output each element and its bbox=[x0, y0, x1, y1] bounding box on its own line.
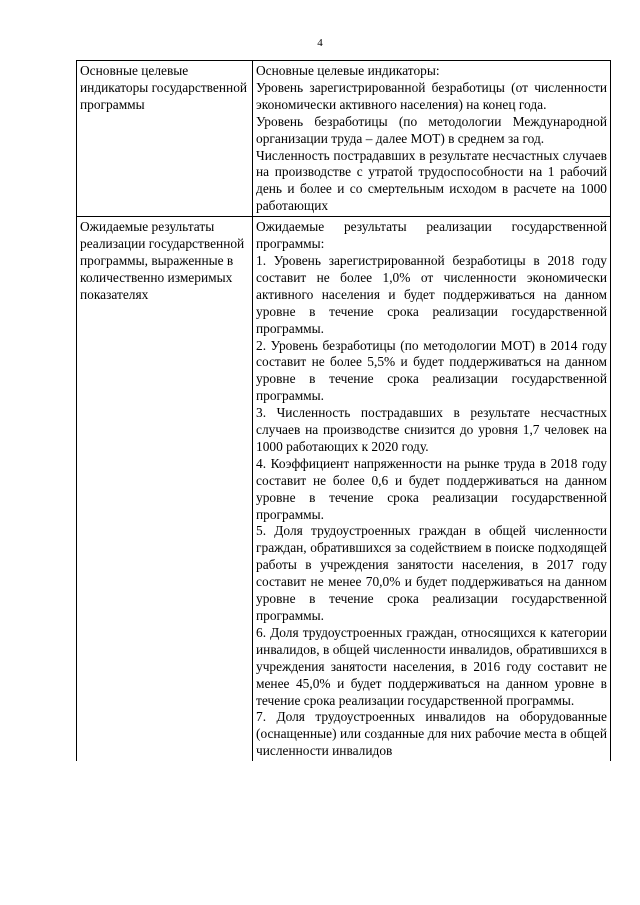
row-label-expected-results: Ожидаемые результаты реализации государственной программы, выраженные в количественно измеримых показателях bbox=[77, 217, 253, 762]
result-item-2: 2. Уровень безработицы (по методологии МОТ) в 2014 году составит не более 5,5% и будет поддерживаться на данном уровне в течение срока реализации государственной программы. bbox=[256, 337, 607, 404]
program-passport-table bbox=[76, 60, 611, 761]
result-item-5: 5. Доля трудоустроенных граждан в общей численности граждан, обратившихся за содействием в поиске подходящей работы в учреждения занятости населения, в 2017 году составит не менее 70,0% и будет поддерживаться на данном уровне в течение срока реализации государственной программы. bbox=[256, 523, 607, 623]
table-row-expected-results bbox=[77, 217, 611, 762]
results-heading: Ожидаемые результаты реализации государственной программы: bbox=[256, 219, 607, 252]
row-content-expected-results bbox=[253, 217, 611, 762]
row-label-indicators: Основные целевые индикаторы государственной программы bbox=[77, 61, 253, 217]
result-item-4: 4. Коэффициент напряженности на рынке труда в 2018 году составит не более 0,6 и будет поддерживаться на данном уровне в течение срока реализации государственной программы. bbox=[256, 455, 607, 522]
result-item-3: 3. Численность пострадавших в результате несчастных случаев на производстве снизится до уровня 1,7 человек на 1000 работающих к 2020 году. bbox=[256, 405, 607, 454]
result-item-7: 7. Доля трудоустроенных инвалидов на оборудованные (оснащенные) или созданные для них рабочие места в общей численности инвалидов bbox=[256, 709, 607, 759]
indicator-workplace-injuries: Численность пострадавших в результате несчастных случаев на производстве с утратой трудоспособности на 1 рабочий день и более и со смертельным исходом в расчете на 1000 работающих bbox=[256, 147, 607, 214]
result-item-6: 6. Доля трудоустроенных граждан, относящихся к категории инвалидов, в общей численности инвалидов, обратившихся в учреждения занятости населения, в 2016 году составит не менее 45,0% и будет поддерживаться на данном уровне в течение срока реализации государственной программы. bbox=[256, 624, 607, 708]
result-item-1: 1. Уровень зарегистрированной безработицы в 2018 году составит не более 1,0% от численности экономически активного населения и будет поддерживаться на данном уровне в течение срока реализации государственной программы. bbox=[256, 252, 607, 336]
row-content-indicators bbox=[253, 61, 611, 217]
indicator-ilo-unemployment: Уровень безработицы (по методологии Международной организации труда – далее МОТ) в среднем за год. bbox=[256, 113, 607, 146]
table-row-indicators bbox=[77, 61, 611, 217]
page-number: 4 bbox=[317, 37, 323, 49]
indicators-heading: Основные целевые индикаторы: bbox=[256, 63, 440, 78]
indicator-registered-unemployment: Уровень зарегистрированной безработицы (от численности экономически активного населения) на конец года. bbox=[256, 79, 607, 112]
